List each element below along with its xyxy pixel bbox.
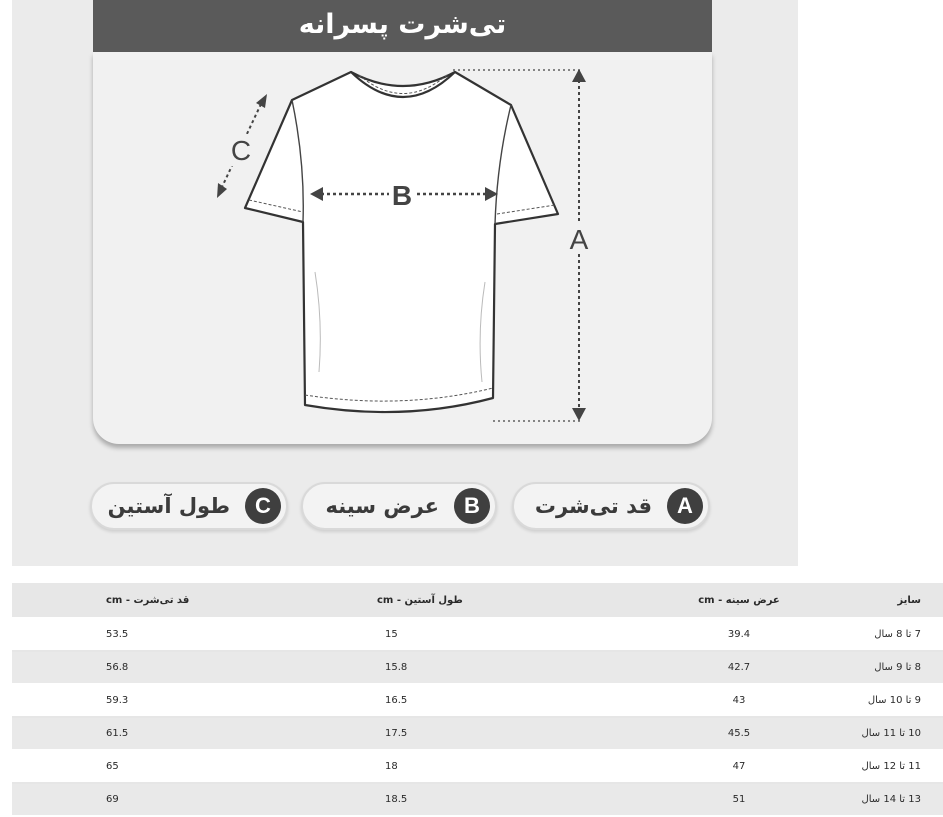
table-row	[12, 750, 943, 783]
cell-sleeve: 18	[307, 750, 668, 783]
cell-sleeve: 18.5	[307, 783, 668, 816]
size-table-container	[12, 583, 921, 805]
tshirt-diagram	[93, 52, 712, 444]
measure-c-label: C	[230, 135, 252, 166]
legend-label-b: عرض سینه	[325, 494, 439, 518]
table-row	[12, 783, 943, 816]
tshirt-outline	[245, 72, 558, 412]
measure-a-label: A	[569, 224, 589, 255]
header-chest: عرض سینه - cm	[668, 583, 810, 618]
cell-chest: 39.4	[668, 618, 810, 651]
cell-size: 9 تا 10 سال	[810, 684, 943, 717]
cell-sleeve: 17.5	[307, 717, 668, 750]
cell-size: 10 تا 11 سال	[810, 717, 943, 750]
legend-item-a	[512, 482, 710, 530]
cell-chest: 42.7	[668, 651, 810, 684]
legend-label-c: طول آستین	[107, 494, 230, 518]
legend-item-c	[90, 482, 288, 530]
legend-label-a: قد تی‌شرت	[534, 494, 652, 518]
size-table	[12, 583, 943, 817]
cell-size: 11 تا 12 سال	[810, 750, 943, 783]
table-row	[12, 618, 943, 651]
header-size: سایز	[810, 583, 943, 618]
cell-size: 8 تا 9 سال	[810, 651, 943, 684]
cell-sleeve: 15	[307, 618, 668, 651]
cell-chest: 47	[668, 750, 810, 783]
cell-sleeve: 16.5	[307, 684, 668, 717]
header-sleeve: طول آستین - cm	[307, 583, 668, 618]
cell-chest: 45.5	[668, 717, 810, 750]
cell-size: 13 تا 14 سال	[810, 783, 943, 816]
cell-sleeve: 15.8	[307, 651, 668, 684]
legend-badge-a: A	[667, 488, 703, 524]
table-row	[12, 717, 943, 750]
page-title: تی‌شرت پسرانه	[93, 0, 712, 52]
cell-length: 65	[12, 750, 307, 783]
cell-chest: 43	[668, 684, 810, 717]
legend-badge-c: C	[245, 488, 281, 524]
cell-length: 56.8	[12, 651, 307, 684]
cell-length: 59.3	[12, 684, 307, 717]
table-row	[12, 684, 943, 717]
cell-length: 61.5	[12, 717, 307, 750]
cell-chest: 51	[668, 783, 810, 816]
legend-item-b	[301, 482, 497, 530]
measure-b-label: B	[391, 180, 413, 211]
tshirt-diagram-card	[93, 52, 712, 444]
header-length: قد تی‌شرت - cm	[12, 583, 307, 618]
cell-length: 53.5	[12, 618, 307, 651]
cell-length: 69	[12, 783, 307, 816]
cell-size: 7 تا 8 سال	[810, 618, 943, 651]
legend-badge-b: B	[454, 488, 490, 524]
table-header-row	[12, 583, 943, 618]
table-row	[12, 651, 943, 684]
